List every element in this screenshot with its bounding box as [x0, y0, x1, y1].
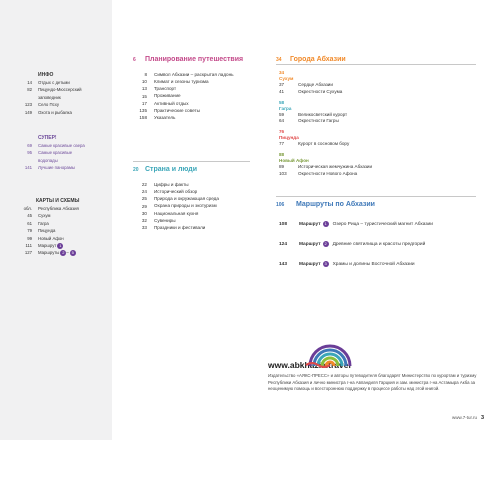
toc-entry[interactable]: 10 Климат и сезоны туризма: [141, 79, 209, 85]
section-divider: [276, 196, 476, 197]
toc-entry[interactable]: 17 Активный отдых: [141, 100, 189, 106]
cities-title: Города Абхазии: [290, 56, 346, 63]
plan-page: 6: [133, 57, 136, 63]
footer-url[interactable]: www.7-tur.ru: [452, 415, 478, 420]
sidebar-info-item[interactable]: заповедник: [38, 94, 61, 100]
sidebar-info-item[interactable]: 123 Село Псху: [24, 102, 60, 108]
route-entry[interactable]: 108 Маршрут 1 Озеро Рица – туристический магнит Абхазии: [279, 221, 433, 227]
sidebar-super-item[interactable]: 141 Лучшие панорамы: [24, 165, 75, 171]
sidebar-info-item[interactable]: 149 Охота и рыбалка: [24, 109, 72, 115]
page-number: 3: [481, 415, 485, 421]
website-url[interactable]: www.abkhazia.travel: [268, 360, 351, 370]
routes-page: 106: [276, 202, 285, 208]
route-number-badge: 2: [324, 241, 327, 246]
sidebar-maps-item[interactable]: 45 Сухум: [27, 213, 51, 219]
route-number-badge: 1: [324, 221, 327, 226]
page-footer: [452, 415, 484, 421]
route-number-badge: 3: [324, 261, 327, 266]
toc-entry[interactable]: 32 Сувениры: [141, 217, 176, 224]
cities-section: [276, 53, 476, 178]
sidebar-super-item[interactable]: водопады: [38, 157, 58, 163]
country-section-header[interactable]: [133, 163, 250, 178]
city-group-pitsunda[interactable]: 76 Пицунда: [279, 129, 299, 141]
sidebar-maps-item[interactable]: обл. Республика Абхазия: [23, 206, 79, 211]
toc-entry[interactable]: 30 Национальная кухня: [141, 210, 199, 216]
toc-entry[interactable]: 25 Природа и окружающая среда: [141, 196, 219, 202]
route-entry[interactable]: 143 Маршрут 3 Храмы и долины Восточной Абхазии: [279, 261, 415, 267]
toc-entry[interactable]: 135 Практические советы: [139, 107, 200, 114]
sidebar-maps-item[interactable]: 61 Гагра: [27, 220, 49, 226]
plan-section: [133, 53, 250, 121]
abkhazia-travel-logo-icon: [302, 338, 362, 368]
toc-entry[interactable]: 41 Окрестности Сухума: [279, 88, 343, 94]
route-number-badge: 1: [59, 242, 62, 248]
toc-entry[interactable]: 22 Цифры и факты: [141, 181, 189, 187]
cities-section-header[interactable]: [276, 53, 476, 68]
sidebar-super-title: СУПЕР!: [38, 135, 57, 141]
sidebar-info-title: ИНФО: [38, 72, 54, 78]
section-divider: [276, 64, 476, 65]
routes-section-header[interactable]: [276, 198, 476, 213]
route-range-dash: –: [66, 250, 69, 256]
sidebar-maps-section: [8, 197, 108, 257]
city-group-gagra[interactable]: 58 Гагра: [279, 99, 292, 111]
sidebar-super-item[interactable]: 69 Самые красивые озера: [27, 143, 85, 148]
plan-title: Планирование путешествия: [145, 56, 244, 63]
toc-entry[interactable]: 89 Историческая жемчужина Абхазии: [279, 163, 373, 169]
toc-entry[interactable]: 158 Указатель: [139, 115, 176, 121]
credits-block: [268, 338, 480, 393]
routes-title: Маршруты по Абхазии: [296, 201, 375, 208]
city-group-sukhum[interactable]: 34 Сухум: [279, 70, 294, 81]
toc-entry[interactable]: 59 Великосветский курорт: [279, 111, 348, 117]
sidebar-maps-item[interactable]: 99 Новый Афон: [27, 235, 64, 241]
sidebar-super-section: [8, 134, 108, 172]
route-number-badge: 2: [62, 250, 65, 256]
sidebar-maps-item[interactable]: 79 Пицунда: [27, 228, 56, 234]
routes-section: [276, 198, 476, 273]
country-page: 20: [133, 167, 139, 173]
credits-text: Издательство «АЯКС-ПРЕСС» и авторы путеводителя благодарят Министерство по курортам и туризму Республики Абхазия и лично министра г-на Авпандиля Гарцкия и зам. министра г-на Астамыра Акба за неоценимую помощь и всестороннюю поддержку в процессе работы над этой книгой.: [268, 373, 477, 392]
route-number-badge: 5: [71, 250, 74, 256]
section-divider: [133, 161, 250, 162]
route-entry[interactable]: 124 Маршрут 2 Древние святилища и красоты предгорий: [279, 241, 426, 247]
toc-entry[interactable]: 13 Транспорт: [141, 86, 177, 92]
plan-section-header[interactable]: [133, 53, 250, 68]
toc-entry[interactable]: 15 Проживание: [141, 93, 181, 99]
sidebar-maps-item[interactable]: 111 Маршрут 1: [25, 242, 62, 249]
country-section: [133, 163, 250, 231]
toc-entry[interactable]: 103 Окрестности Нового Афона: [279, 170, 358, 176]
sidebar-maps-title: КАРТЫ И СХЕМЫ: [36, 198, 80, 204]
country-title: Страна и люди: [145, 166, 198, 173]
toc-entry[interactable]: 29 Охрана природы и экотуризм: [141, 203, 217, 209]
sidebar-maps-item[interactable]: 127 Маршруты 2 – 5: [24, 250, 74, 256]
toc-entry[interactable]: 33 Праздники и фестивали: [141, 225, 206, 231]
toc-entry[interactable]: 8 Символ Абхазии – раскрытая ладонь: [144, 71, 234, 77]
sidebar-info-item[interactable]: 14 Отдых с детьми: [27, 80, 70, 85]
toc-entry[interactable]: 64 Окрестности Гагры: [279, 118, 339, 124]
sidebar-super-item[interactable]: 95 Самые красивые: [27, 150, 73, 156]
toc-entry[interactable]: 77 Курорт в сосновом бору: [279, 141, 350, 147]
sidebar: [0, 0, 112, 440]
sidebar-info-section: [8, 71, 108, 116]
cities-page: 34: [276, 57, 282, 63]
toc-entry[interactable]: 37 Сердце Абхазии: [279, 82, 333, 87]
toc-entry[interactable]: 24 Исторический обзор: [141, 189, 198, 195]
city-group-new-afon[interactable]: 88 Новый Афон: [279, 151, 309, 163]
sidebar-info-item[interactable]: 82 Пицундо-Мюссерский: [27, 87, 82, 93]
